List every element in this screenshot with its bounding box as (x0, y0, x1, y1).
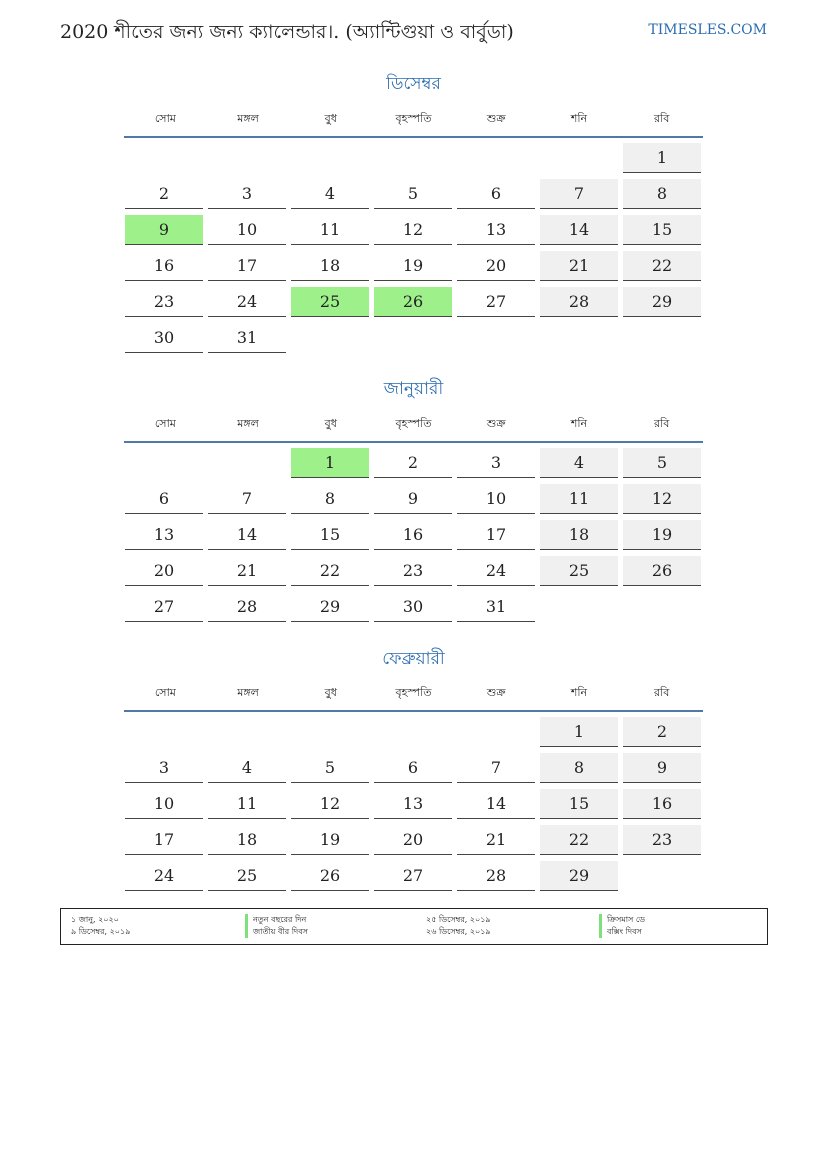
day-cell: 9 (374, 484, 452, 514)
weekday-label: রবি (654, 686, 670, 699)
day-cell: 7 (457, 753, 535, 783)
day-cell: 4 (540, 448, 618, 478)
weekday-label: শনি (570, 686, 588, 699)
day-cell: 18 (291, 251, 369, 281)
day-cell: 1 (623, 143, 701, 173)
day-cell: 28 (540, 287, 618, 317)
day-cell: 17 (208, 251, 286, 281)
day-cell: 14 (540, 215, 618, 245)
day-cell: 1 (540, 717, 618, 747)
day-cell: 5 (291, 753, 369, 783)
day-cell: 25 (540, 556, 618, 586)
day-cell: 24 (208, 287, 286, 317)
day-cell: 24 (125, 861, 203, 891)
weekday-label: শুক্র (486, 112, 506, 125)
day-cell: 21 (540, 251, 618, 281)
weekday-header-january (124, 415, 703, 434)
header-divider (124, 136, 703, 138)
site-link[interactable]: TIMESLES.COM (648, 22, 767, 38)
day-cell: 24 (457, 556, 535, 586)
day-cell: 27 (457, 287, 535, 317)
day-cell: 10 (457, 484, 535, 514)
day-cell: 6 (125, 484, 203, 514)
day-cell: 26 (374, 287, 452, 317)
weekday-label: সোম (154, 112, 176, 125)
day-cell: 9 (623, 753, 701, 783)
day-cell: 23 (623, 825, 701, 855)
legend-date: ১ জানু, ২০২০ (71, 915, 119, 924)
day-cell: 9 (125, 215, 203, 245)
day-cell: 27 (374, 861, 452, 891)
day-cell: 11 (540, 484, 618, 514)
day-cell: 19 (623, 520, 701, 550)
weekday-label: বৃহস্পতি (395, 112, 432, 125)
day-cell: 8 (291, 484, 369, 514)
day-cell: 6 (457, 179, 535, 209)
day-cell: 5 (374, 179, 452, 209)
weekday-label: সোম (154, 417, 176, 430)
day-cell: 4 (291, 179, 369, 209)
day-cell: 23 (374, 556, 452, 586)
legend-holiday-name: নতুন বছরের দিন (245, 914, 308, 926)
day-cell: 12 (623, 484, 701, 514)
weekday-label: বৃহস্পতি (395, 417, 432, 430)
day-cell: 26 (291, 861, 369, 891)
day-cell: 20 (374, 825, 452, 855)
day-cell: 30 (125, 323, 203, 353)
day-cell: 18 (540, 520, 618, 550)
weekday-label: শনি (570, 112, 588, 125)
weekday-label: মঙ্গল (237, 112, 259, 125)
day-cell: 12 (374, 215, 452, 245)
weekday-label: বুধ (324, 417, 337, 430)
day-cell: 16 (623, 789, 701, 819)
day-cell: 3 (208, 179, 286, 209)
day-cell: 29 (623, 287, 701, 317)
day-cell: 5 (623, 448, 701, 478)
day-cell: 25 (208, 861, 286, 891)
weekday-label: সোম (154, 686, 176, 699)
day-cell: 12 (291, 789, 369, 819)
weekday-header-december (124, 110, 703, 129)
month-title-february: ফেব্রুয়ারী (382, 649, 445, 669)
page-title: 2020 শীতের জন্য জন্য ক্যালেন্ডার।. (অ্যান্টিগুয়া ও বার্বুডা) (60, 21, 514, 43)
weekday-label: শুক্র (486, 686, 506, 699)
day-cell: 19 (291, 825, 369, 855)
day-cell: 13 (125, 520, 203, 550)
day-cell: 10 (125, 789, 203, 819)
weekday-label: মঙ্গল (237, 686, 259, 699)
day-cell: 19 (374, 251, 452, 281)
day-cell: 13 (457, 215, 535, 245)
legend-holiday-name: ক্রিসমাস ডে (599, 914, 645, 926)
header-divider (124, 441, 703, 443)
day-cell: 8 (540, 753, 618, 783)
day-cell: 14 (208, 520, 286, 550)
day-cell: 3 (457, 448, 535, 478)
holiday-legend (60, 908, 768, 945)
day-cell: 2 (125, 179, 203, 209)
legend-holiday-name: জাতীয় বীর দিবস (245, 926, 308, 938)
legend-names-column (245, 914, 308, 938)
day-cell: 18 (208, 825, 286, 855)
day-cell: 29 (291, 592, 369, 622)
day-cell: 23 (125, 287, 203, 317)
day-cell: 15 (623, 215, 701, 245)
day-cell: 29 (540, 861, 618, 891)
legend-dates-column (71, 914, 130, 938)
day-cell: 30 (374, 592, 452, 622)
weekday-label: মঙ্গল (237, 417, 259, 430)
day-cell: 22 (623, 251, 701, 281)
weekday-label: রবি (654, 112, 670, 125)
day-cell: 6 (374, 753, 452, 783)
day-cell: 15 (540, 789, 618, 819)
day-cell: 22 (291, 556, 369, 586)
legend-names-column (599, 914, 645, 938)
day-cell: 1 (291, 448, 369, 478)
weekday-label: রবি (654, 417, 670, 430)
legend-date: ২৫ ডিসেম্বর, ২০১৯ (426, 915, 491, 924)
day-cell: 13 (374, 789, 452, 819)
weekday-label: বৃহস্পতি (395, 686, 432, 699)
day-cell: 10 (208, 215, 286, 245)
weekday-header-february (124, 684, 703, 703)
day-cell: 28 (457, 861, 535, 891)
day-cell: 17 (125, 825, 203, 855)
legend-date: ৯ ডিসেম্বর, ২০১৯ (71, 927, 131, 936)
month-title-january: জানুয়ারী (383, 379, 444, 399)
day-cell: 7 (208, 484, 286, 514)
day-cell: 7 (540, 179, 618, 209)
legend-date: ২৬ ডিসেম্বর, ২০১৯ (426, 927, 491, 936)
day-cell: 14 (457, 789, 535, 819)
day-cell: 25 (291, 287, 369, 317)
day-cell: 15 (291, 520, 369, 550)
day-cell: 11 (291, 215, 369, 245)
legend-holiday-name: বক্সিং দিবস (599, 926, 645, 938)
day-cell: 16 (125, 251, 203, 281)
day-cell: 16 (374, 520, 452, 550)
day-cell: 11 (208, 789, 286, 819)
day-cell: 20 (457, 251, 535, 281)
day-cell: 21 (457, 825, 535, 855)
day-cell: 28 (208, 592, 286, 622)
legend-dates-column (426, 914, 491, 938)
day-cell: 2 (374, 448, 452, 478)
day-cell: 21 (208, 556, 286, 586)
weekday-label: বুধ (324, 112, 337, 125)
weekday-label: বুধ (324, 686, 337, 699)
day-cell: 22 (540, 825, 618, 855)
day-cell: 31 (208, 323, 286, 353)
day-cell: 17 (457, 520, 535, 550)
day-cell: 3 (125, 753, 203, 783)
day-cell: 27 (125, 592, 203, 622)
day-cell: 26 (623, 556, 701, 586)
day-cell: 2 (623, 717, 701, 747)
day-cell: 4 (208, 753, 286, 783)
month-title-december: ডিসেম্বর (386, 74, 441, 94)
weekday-label: শনি (570, 417, 588, 430)
header-divider (124, 710, 703, 712)
day-cell: 8 (623, 179, 701, 209)
day-cell: 31 (457, 592, 535, 622)
day-cell: 20 (125, 556, 203, 586)
weekday-label: শুক্র (486, 417, 506, 430)
